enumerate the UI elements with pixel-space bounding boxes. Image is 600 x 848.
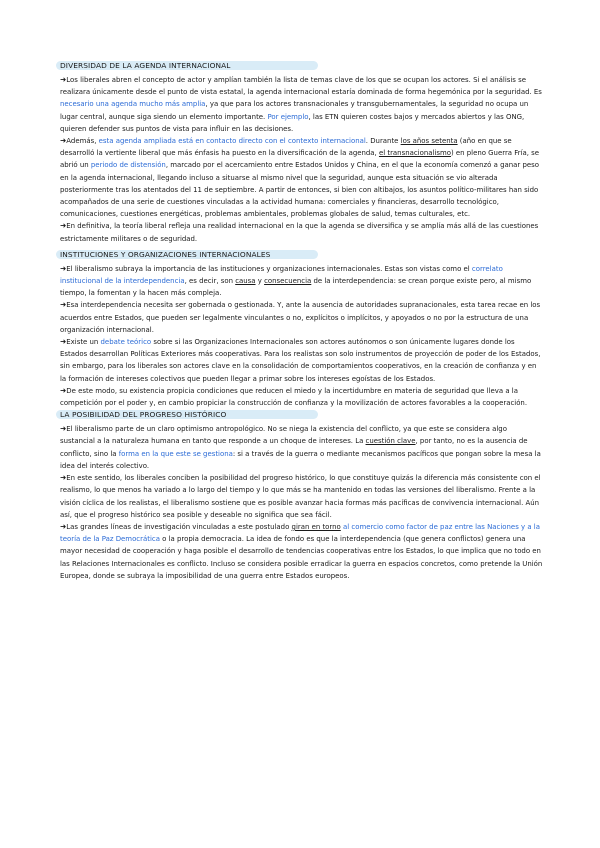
arrow-bullet-icon: ➜ [60, 136, 67, 146]
text-run: Existe un [66, 338, 101, 347]
section-heading: INSTITUCIONES Y ORGANIZACIONES INTERNACIONALES [60, 249, 544, 260]
arrow-bullet-icon: ➜ [60, 521, 67, 531]
paragraph [60, 385, 544, 409]
text-run: o la propia democracia. La idea de fondo es que la interdependencia (que genera conflictos) genera una mayor necesidad de cooperación y haga posible el desarrollo de tendencias cooperativas entre los Estados, lo que implica que no todo en las Relaciones Internacionales es conflicto. Incluso se considera posible erradicar la guerra en espacios concretos, como pretende la Unión Europea, donde se subraya la imposibilidad de una guerra entre Estados europeos. [60, 535, 543, 580]
arrow-bullet-icon: ➜ [60, 424, 67, 434]
text-run: El liberalismo parte de un claro optimismo antropológico. No se niega la existencia del conflicto, ya que este se considera algo sustancial a la naturaleza humana en tanto que responde a un choque de intereses. La [60, 425, 507, 446]
text-run: sobre si las Organizaciones Internacionales son actores autónomos o son únicamente lugares donde los Estados desarrollan Políticas Exteriores más cooperativas. Para los realistas son solo instrumentos de proyección de poder de los Estados, sin embargo, para los liberales son actores clave en la consolidación de comportamientos cooperativos, en la creación de confianza y en la formación de intereses colectivos que pueden llegar a primar sobre los intereses egoístas de los Estados. [60, 338, 541, 383]
text-run: Además, [66, 137, 99, 146]
section-instituciones [60, 249, 544, 409]
text-run: , es decir, son [184, 277, 236, 286]
arrow-bullet-icon: ➜ [60, 337, 67, 347]
arrow-bullet-icon: ➜ [60, 300, 67, 310]
underlined-text: giran en torno [291, 522, 341, 531]
arrow-bullet-icon: ➜ [60, 473, 67, 483]
arrow-bullet-icon: ➜ [60, 385, 67, 395]
text-run: y [255, 277, 265, 286]
text-run: Esa interdependencia necesita ser gobernada o gestionada. Y, ante la ausencia de autoridades supranacionales, esta tarea recae en los acuerdos entre Estados, que pueden ser legalmente vinculantes o no, explícitos o implícitos, y apoyados o no por la estructura de una organización internacional. [60, 301, 541, 334]
paragraph [60, 135, 544, 220]
highlighted-text: correlato institucional de la interdependencia [60, 264, 503, 286]
text-run: Las grandes líneas de investigación vinculadas a este postulado [66, 522, 292, 531]
text-run: ) en pleno Guerra Fría, se abrió un [60, 149, 540, 170]
highlighted-text: periodo de distensión [90, 161, 166, 170]
section-heading: LA POSIBILIDAD DEL PROGRESO HISTÓRICO [60, 409, 544, 420]
underlined-text: causa [235, 277, 256, 286]
text-run: , por tanto, no es la ausencia de conflicto, sino la [60, 437, 528, 458]
text-run: Los liberales abren el concepto de actor y amplían también la lista de temas clave de los que se ocupan los actores. Si el análisis se realizara únicamente desde el punto de vista estatal, la agenda internacional estaría dominada de forma hegemónica por la seguridad. Es [60, 76, 542, 97]
paragraph [60, 472, 544, 521]
paragraph [60, 220, 544, 244]
paragraph [60, 263, 544, 300]
highlighted-text: Por ejemplo [267, 112, 309, 121]
paragraph [60, 423, 544, 472]
text-run: , las ETN quieren costes bajos y mercados abiertos y las ONG, quieren defender sus puntos de vista para influir en las decisiones. [60, 112, 525, 133]
paragraph [60, 521, 544, 582]
underlined-text: cuestión clave [365, 437, 416, 446]
paragraph [60, 336, 544, 385]
text-run: De este modo, su existencia propicia condiciones que reducen el miedo y la incertidumbre en materia de seguridad que lleva a la competición por el poder y, en cambio propiciar la construcción de confianza y la movilización de actores favorables a la cooperación. [60, 386, 528, 408]
section-progreso [60, 409, 544, 582]
arrow-bullet-icon: ➜ [60, 75, 67, 84]
arrow-bullet-icon: ➜ [60, 263, 67, 273]
paragraph [60, 74, 544, 135]
underlined-text: el transnacionalismo [378, 149, 451, 158]
section-heading: DIVERSIDAD DE LA AGENDA INTERNACIONAL [60, 60, 544, 71]
underlined-text: consecuencia [264, 277, 312, 286]
text-run: El liberalismo subraya la importancia de las instituciones y organizaciones internacionales. Estas son vistas como el [66, 264, 472, 273]
text-run: (año en que se desarrolló la vertiente liberal que más énfasis ha puesto en la diversificación de la agenda, [60, 137, 512, 158]
text-run: En este sentido, los liberales conciben la posibilidad del progreso histórico, lo que constituye quizás la diferencia más consistente con el realismo, lo que menos ha variado a lo largo del tiempo y lo que más se ha mantenido en todas las versiones del liberalismo. Frente a la visión cíclica de los realistas, el liberalismo sostiene que es posible avanzar hacia formas más pacíficas de convivencia internacional. Aún así, que el progreso histórico sea posible y deseable no significa que sea fácil. [60, 474, 541, 519]
highlighted-text: debate teórico [100, 338, 152, 347]
highlighted-text: forma en la que este se gestiona [118, 449, 233, 458]
text-run: de la interdependencia: se crean porque existe pero, al mismo tiempo, la fomentan y la hacen más compleja. [60, 277, 532, 298]
text-run: : si a través de la guerra o mediante mecanismos pacíficos que pongan sobre la mesa la idea del interés colectivo. [60, 449, 541, 470]
text-run: , ya que para los actores transnacionales y transgubernamentales, la seguridad no ocupa un lugar central, aunque siga siendo un elemento importante. [60, 100, 529, 121]
text-run: . Durante [365, 137, 401, 146]
underlined-text: los años setenta [400, 137, 458, 146]
text-run: , marcado por el acercamiento entre Estados Unidos y China, en el que la economía comenzó a ganar peso en la agenda internacional, llegando incluso a situarse al mismo nivel que la seguridad, aunque esta situación se vio alterada posteriormente tras los atentados del 11 de septiembre. A partir de entonces, si bien con altibajos, los asuntos político-militares han sido acompañados de una serie de cuestiones vinculadas a la actividad humana: comerciales y financieras, desarrollo tecnológico, comunicaciones, cuestiones energéticas, problemas ambientales, problemas globales de salud, temas culturales, etc. [60, 161, 539, 219]
arrow-bullet-icon: ➜ [60, 221, 67, 231]
text-run: En definitiva, la teoría liberal refleja una realidad internacional en la que la agenda se diversifica y se amplía más allá de las cuestiones estrictamente militares o de seguridad. [60, 222, 539, 243]
section-diversidad [60, 60, 544, 245]
highlighted-text: esta agenda ampliada está en contacto directo con el contexto internacional [98, 137, 366, 146]
paragraph [60, 299, 544, 336]
highlighted-text: al comercio como factor de paz entre las Naciones y a la teoría de la Paz Democrática [60, 522, 540, 544]
highlighted-text: necesario una agenda mucho más amplia [60, 100, 206, 109]
